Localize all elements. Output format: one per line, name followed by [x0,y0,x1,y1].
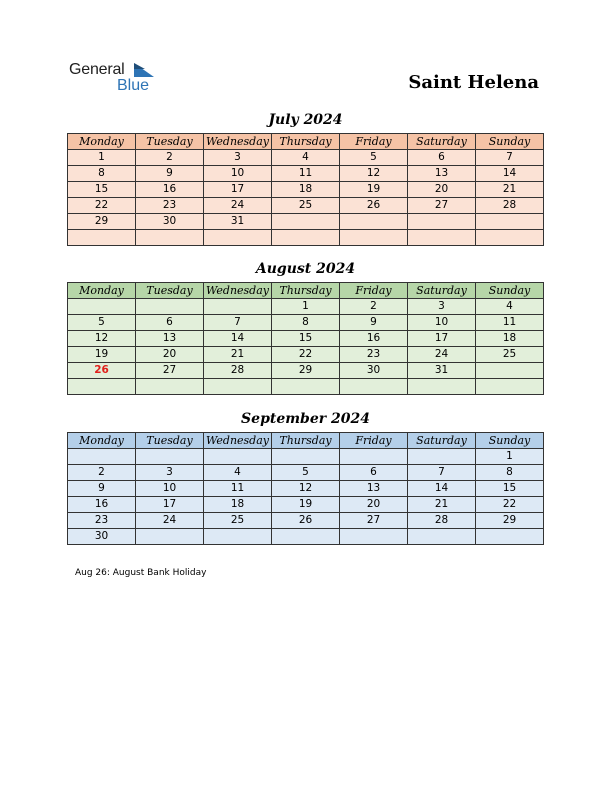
weekday-header: Wednesday [204,134,272,150]
day-cell: 24 [136,513,204,529]
weekday-header: Sunday [476,283,544,299]
day-cell: 20 [408,182,476,198]
day-cell: 2 [68,465,136,481]
day-cell: 26 [340,198,408,214]
day-cell [476,379,544,395]
day-cell: 23 [68,513,136,529]
weekday-header: Tuesday [136,283,204,299]
week-row [68,481,544,497]
day-cell: 7 [476,150,544,166]
day-cell: 24 [204,198,272,214]
day-cell: 20 [136,347,204,363]
day-cell [476,529,544,545]
day-cell: 27 [340,513,408,529]
day-cell: 22 [272,347,340,363]
week-row [68,449,544,465]
day-cell: 9 [136,166,204,182]
day-cell: 21 [408,497,476,513]
day-cell [408,230,476,246]
month-title-july: July 2024 [268,112,343,128]
calendar-september [67,432,544,545]
week-row [68,299,544,315]
day-cell: 12 [272,481,340,497]
day-cell: 30 [136,214,204,230]
day-cell: 28 [476,198,544,214]
day-cell [136,449,204,465]
day-cell [272,214,340,230]
day-cell: 24 [408,347,476,363]
logo-text-general: General [69,61,125,78]
day-cell: 14 [408,481,476,497]
day-cell: 27 [136,363,204,379]
weekday-header: Monday [68,134,136,150]
day-cell: 15 [68,182,136,198]
day-cell: 30 [340,363,408,379]
day-cell: 16 [340,331,408,347]
day-cell [340,529,408,545]
day-cell: 3 [136,465,204,481]
day-cell: 11 [476,315,544,331]
day-cell: 5 [68,315,136,331]
day-cell: 20 [340,497,408,513]
day-cell: 3 [204,150,272,166]
day-cell [476,363,544,379]
weekday-header-row [68,283,544,299]
weekday-header: Thursday [272,433,340,449]
day-cell: 11 [204,481,272,497]
weekday-header: Friday [340,134,408,150]
weekday-header: Friday [340,433,408,449]
day-cell [136,299,204,315]
day-cell: 4 [272,150,340,166]
day-cell [340,214,408,230]
holiday-note: Aug 26: August Bank Holiday [75,568,207,578]
day-cell: 10 [408,315,476,331]
day-cell [204,299,272,315]
day-cell: 29 [476,513,544,529]
day-cell: 16 [136,182,204,198]
day-cell: 14 [476,166,544,182]
day-cell: 1 [68,150,136,166]
day-cell: 13 [408,166,476,182]
day-cell [340,449,408,465]
week-row [68,331,544,347]
day-cell: 8 [272,315,340,331]
weekday-header: Monday [68,433,136,449]
weekday-header: Saturday [408,433,476,449]
day-cell: 15 [272,331,340,347]
day-cell: 21 [476,182,544,198]
day-cell: 6 [136,315,204,331]
day-cell: 19 [340,182,408,198]
day-cell: 1 [272,299,340,315]
day-cell: 19 [272,497,340,513]
day-cell [204,230,272,246]
weekday-header: Thursday [272,134,340,150]
day-cell [204,449,272,465]
calendar-july [67,133,544,246]
day-cell: 9 [68,481,136,497]
calendar-august [67,282,544,395]
weekday-header-row [68,433,544,449]
weekday-header: Friday [340,283,408,299]
day-cell: 14 [204,331,272,347]
day-cell: 31 [408,363,476,379]
day-cell: 10 [204,166,272,182]
day-cell [340,379,408,395]
day-cell: 13 [340,481,408,497]
week-row [68,465,544,481]
day-cell [136,230,204,246]
day-cell: 25 [476,347,544,363]
day-cell: 22 [476,497,544,513]
day-cell [68,449,136,465]
day-cell: 4 [476,299,544,315]
day-cell: 8 [68,166,136,182]
day-cell: 9 [340,315,408,331]
day-cell: 25 [204,513,272,529]
weekday-header: Monday [68,283,136,299]
day-cell: 17 [408,331,476,347]
weekday-header: Tuesday [136,134,204,150]
weekday-header: Saturday [408,283,476,299]
country-title: Saint Helena [408,72,539,93]
day-cell: 23 [136,198,204,214]
day-cell [136,379,204,395]
day-cell [136,529,204,545]
day-cell: 2 [136,150,204,166]
day-cell: 12 [340,166,408,182]
day-cell [408,379,476,395]
month-title-september: September 2024 [241,411,370,427]
holiday-day-cell: 26 [68,363,136,379]
day-cell: 8 [476,465,544,481]
logo [69,61,169,97]
day-cell: 28 [204,363,272,379]
week-row [68,198,544,214]
day-cell: 29 [272,363,340,379]
week-row [68,347,544,363]
day-cell: 18 [476,331,544,347]
weekday-header: Tuesday [136,433,204,449]
day-cell: 5 [272,465,340,481]
day-cell: 28 [408,513,476,529]
day-cell: 21 [204,347,272,363]
day-cell: 29 [68,214,136,230]
day-cell [408,449,476,465]
day-cell [68,379,136,395]
weekday-header: Thursday [272,283,340,299]
day-cell: 18 [204,497,272,513]
week-row [68,363,544,379]
day-cell [408,214,476,230]
day-cell: 10 [136,481,204,497]
day-cell [272,449,340,465]
day-cell: 6 [340,465,408,481]
day-cell: 22 [68,198,136,214]
day-cell: 27 [408,198,476,214]
week-row [68,166,544,182]
day-cell: 25 [272,198,340,214]
logo-text-blue: Blue [117,77,150,94]
day-cell: 16 [68,497,136,513]
weekday-header: Wednesday [204,283,272,299]
day-cell [272,529,340,545]
day-cell: 30 [68,529,136,545]
week-row [68,379,544,395]
day-cell [340,230,408,246]
week-row [68,230,544,246]
week-row [68,513,544,529]
day-cell [68,230,136,246]
day-cell: 13 [136,331,204,347]
week-row [68,497,544,513]
day-cell: 26 [272,513,340,529]
day-cell: 4 [204,465,272,481]
weekday-header: Sunday [476,433,544,449]
month-title-august: August 2024 [255,261,356,277]
logo-triangle-icon [134,63,154,77]
day-cell: 15 [476,481,544,497]
day-cell: 1 [476,449,544,465]
day-cell [476,214,544,230]
day-cell: 5 [340,150,408,166]
day-cell: 3 [408,299,476,315]
day-cell: 19 [68,347,136,363]
day-cell: 17 [136,497,204,513]
day-cell [476,230,544,246]
day-cell [204,379,272,395]
day-cell [272,230,340,246]
week-row [68,214,544,230]
day-cell: 31 [204,214,272,230]
day-cell: 11 [272,166,340,182]
day-cell: 23 [340,347,408,363]
week-row [68,150,544,166]
day-cell: 17 [204,182,272,198]
week-row [68,182,544,198]
week-row [68,315,544,331]
weekday-header: Saturday [408,134,476,150]
day-cell [272,379,340,395]
day-cell [68,299,136,315]
weekday-header-row [68,134,544,150]
weekday-header: Wednesday [204,433,272,449]
day-cell: 18 [272,182,340,198]
weekday-header: Sunday [476,134,544,150]
day-cell: 7 [408,465,476,481]
day-cell [204,529,272,545]
week-row [68,529,544,545]
day-cell: 12 [68,331,136,347]
day-cell: 2 [340,299,408,315]
day-cell: 7 [204,315,272,331]
day-cell: 6 [408,150,476,166]
day-cell [408,529,476,545]
